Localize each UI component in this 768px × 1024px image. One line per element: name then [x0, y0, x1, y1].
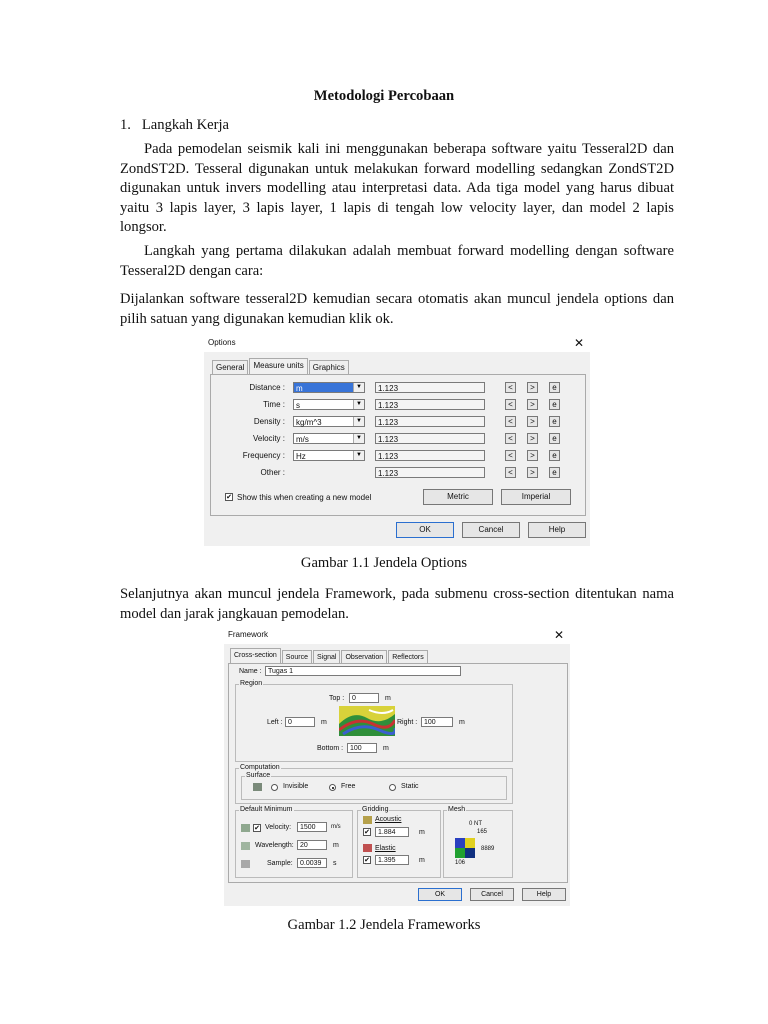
sample-label: Sample:	[267, 860, 293, 867]
static-label: Static	[401, 783, 419, 790]
model-name-input[interactable]: Tugas 1	[265, 666, 461, 676]
acoustic-checkbox[interactable]: ✔	[364, 829, 370, 836]
wavelength-input[interactable]: 20	[297, 840, 327, 850]
frequency-unit-select[interactable]	[293, 450, 365, 461]
other-precision-field[interactable]: 1.123	[375, 467, 485, 478]
density-label: Density :	[253, 417, 285, 426]
mesh-nt: 0 NT	[469, 821, 483, 827]
velocity-unit-value: m/s	[296, 435, 309, 444]
sample-input[interactable]: 0.0039	[297, 858, 327, 868]
velocity-min-input[interactable]: 1500	[297, 822, 327, 832]
framework-title: Framework	[228, 630, 269, 639]
other-decrease-button[interactable]: <	[505, 467, 516, 478]
velocity-label: Velocity :	[252, 434, 285, 443]
other-label: Other :	[260, 468, 285, 477]
tab-source[interactable]: Source	[282, 650, 312, 664]
chevron-down-icon: ▼	[353, 400, 364, 409]
options-title: Options	[208, 338, 236, 347]
cross-section-panel	[228, 663, 568, 883]
velocity-min-unit: m/s	[331, 824, 341, 830]
model-preview-icon	[339, 706, 395, 736]
density-increase-button[interactable]: >	[527, 416, 538, 427]
surface-label: Surface	[246, 772, 271, 779]
left-label: Left :	[267, 719, 283, 726]
distance-decrease-button[interactable]: <	[505, 382, 516, 393]
tab-graphics[interactable]: Graphics	[309, 360, 349, 374]
left-input[interactable]: 0	[285, 717, 315, 727]
document-title: Metodologi Percobaan	[313, 88, 455, 104]
acoustic-icon	[363, 816, 372, 824]
tab-cross-section[interactable]: Cross-section	[230, 648, 281, 664]
name-label: Name :	[239, 668, 262, 675]
options-titlebar	[204, 336, 590, 352]
tab-signal[interactable]: Signal	[313, 650, 340, 664]
section-heading: 1. Langkah Kerja	[120, 117, 230, 133]
measure-units-panel	[210, 374, 586, 516]
ok-button[interactable]: OK	[418, 888, 462, 901]
mesh-label: Mesh	[448, 806, 466, 813]
distance-exp-button[interactable]: e	[549, 382, 560, 393]
frequency-label: Frequency :	[242, 451, 285, 460]
sample-icon	[241, 860, 250, 868]
other-exp-button[interactable]: e	[549, 467, 560, 478]
framework-dialog-screenshot	[224, 628, 570, 906]
bottom-label: Bottom :	[317, 745, 344, 752]
time-increase-button[interactable]: >	[527, 399, 538, 410]
paragraph-3: Dijalankan software tesseral2D kemudian secara otomatis akan muncul jendela options dan pilih satuan yang digunakan kemudian klik ok.	[120, 291, 674, 327]
invisible-label: Invisible	[283, 783, 309, 790]
invisible-radio[interactable]	[271, 784, 278, 791]
free-radio[interactable]	[329, 784, 336, 791]
time-precision-field[interactable]: 1.123	[375, 399, 485, 410]
frequency-exp-button[interactable]: e	[549, 450, 560, 461]
distance-precision-field[interactable]: 1.123	[375, 382, 485, 393]
tab-measure-units[interactable]: Measure units	[249, 358, 307, 374]
gridding-label: Gridding	[362, 806, 389, 813]
density-exp-button[interactable]: e	[549, 416, 560, 427]
show-on-new-model-checkbox[interactable]: ✔	[226, 494, 232, 501]
velocity-increase-button[interactable]: >	[527, 433, 538, 444]
chevron-down-icon: ▼	[353, 383, 364, 392]
time-unit-select[interactable]	[293, 399, 365, 410]
bottom-input[interactable]: 100	[347, 743, 377, 753]
paragraph-1: Pada pemodelan seismik kali ini menggunakan beberapa software yaitu Tesseral2D dan ZondST2D. Tesseral digunakan untuk melakukan forward modelling sedangkan ZondST2D digunakan untuk invers modelling atau interpretasi data. Ada tiga model yang harus dibuat yaitu 3 lapis layer, 3 lapis layer, 1 lapis di tengah low velocity layer, dan model 2 lapis longsor.	[120, 141, 674, 235]
static-radio[interactable]	[389, 784, 396, 791]
left-unit: m	[321, 719, 327, 726]
tab-reflectors[interactable]: Reflectors	[388, 650, 428, 664]
top-unit: m	[385, 695, 391, 702]
distance-increase-button[interactable]: >	[527, 382, 538, 393]
tab-observation[interactable]: Observation	[341, 650, 387, 664]
density-unit-value: kg/m^3	[296, 418, 322, 427]
surface-icon	[253, 783, 262, 791]
close-icon[interactable]: ✕	[553, 628, 564, 642]
mesh-count-8889: 8889	[481, 846, 495, 852]
frequency-unit-value: Hz	[296, 452, 306, 461]
other-increase-button[interactable]: >	[527, 467, 538, 478]
velocity-unit-select[interactable]	[293, 433, 365, 444]
acoustic-unit: m	[419, 829, 425, 836]
velocity-precision-field[interactable]: 1.123	[375, 433, 485, 444]
free-label: Free	[341, 783, 356, 790]
acoustic-input[interactable]: 1.884	[375, 827, 409, 837]
paragraph-2: Langkah yang pertama dilakukan adalah membuat forward modelling dengan software Tesseral2D dengan cara:	[120, 243, 674, 279]
distance-label: Distance :	[249, 383, 285, 392]
velocity-icon	[241, 824, 250, 832]
help-button[interactable]: Help	[528, 522, 586, 538]
surface-group	[241, 776, 507, 800]
density-decrease-button[interactable]: <	[505, 416, 516, 427]
time-label: Time :	[263, 400, 285, 409]
elastic-input[interactable]: 1.395	[375, 855, 409, 865]
velocity-checkbox[interactable]: ✔	[254, 825, 260, 832]
ok-button[interactable]: OK	[396, 522, 454, 538]
elastic-checkbox[interactable]: ✔	[364, 857, 370, 864]
wavelength-icon	[241, 842, 250, 850]
region-label: Region	[240, 680, 263, 687]
mesh-cube-icon	[455, 838, 475, 858]
time-decrease-button[interactable]: <	[505, 399, 516, 410]
chevron-down-icon: ▼	[353, 451, 364, 460]
right-input[interactable]: 100	[421, 717, 453, 727]
elastic-icon	[363, 844, 372, 852]
right-label: Right :	[397, 719, 418, 726]
frequency-decrease-button[interactable]: <	[505, 450, 516, 461]
elastic-unit: m	[419, 857, 425, 864]
velocity-decrease-button[interactable]: <	[505, 433, 516, 444]
default-minimum-label: Default Minimum	[240, 806, 293, 813]
mesh-count-165: 165	[477, 829, 488, 835]
sample-unit: s	[333, 860, 337, 867]
close-icon[interactable]: ✕	[573, 336, 584, 350]
metric-button[interactable]: Metric	[423, 489, 493, 505]
velocity-min-label: Velocity:	[265, 824, 292, 831]
density-unit-select[interactable]	[293, 416, 365, 427]
tab-general[interactable]: General	[212, 360, 248, 374]
wavelength-label: Wavelength:	[255, 842, 294, 849]
acoustic-label: Acoustic	[375, 816, 402, 823]
top-input[interactable]: 0	[349, 693, 379, 703]
mesh-count-106: 106	[455, 860, 466, 866]
frequency-precision-field[interactable]: 1.123	[375, 450, 485, 461]
time-exp-button[interactable]: e	[549, 399, 560, 410]
cancel-button[interactable]: Cancel	[462, 522, 520, 538]
time-unit-value: s	[296, 401, 300, 410]
elastic-label: Elastic	[375, 845, 396, 852]
options-dialog-screenshot	[204, 336, 590, 546]
paragraph-4: Selanjutnya akan muncul jendela Framework, pada submenu cross-section ditentukan nama model dan jarak jangkauan pemodelan.	[120, 586, 674, 622]
figure-caption-1: Gambar 1.1 Jendela Options	[300, 555, 468, 571]
density-precision-field[interactable]: 1.123	[375, 416, 485, 427]
help-button[interactable]: Help	[522, 888, 566, 901]
chevron-down-icon: ▼	[353, 434, 364, 443]
computation-label: Computation	[240, 764, 280, 771]
figure-caption-2: Gambar 1.2 Jendela Frameworks	[287, 917, 481, 933]
framework-titlebar	[224, 628, 570, 644]
velocity-exp-button[interactable]: e	[549, 433, 560, 444]
bottom-unit: m	[383, 745, 389, 752]
right-unit: m	[459, 719, 465, 726]
frequency-increase-button[interactable]: >	[527, 450, 538, 461]
distance-unit-value: m	[296, 384, 303, 393]
show-on-new-model-label: Show this when creating a new model	[237, 493, 372, 502]
cancel-button[interactable]: Cancel	[470, 888, 514, 901]
chevron-down-icon: ▼	[353, 417, 364, 426]
imperial-button[interactable]: Imperial	[501, 489, 571, 505]
top-label: Top :	[329, 695, 345, 702]
distance-unit-select[interactable]	[293, 382, 365, 393]
wavelength-unit: m	[333, 842, 339, 849]
